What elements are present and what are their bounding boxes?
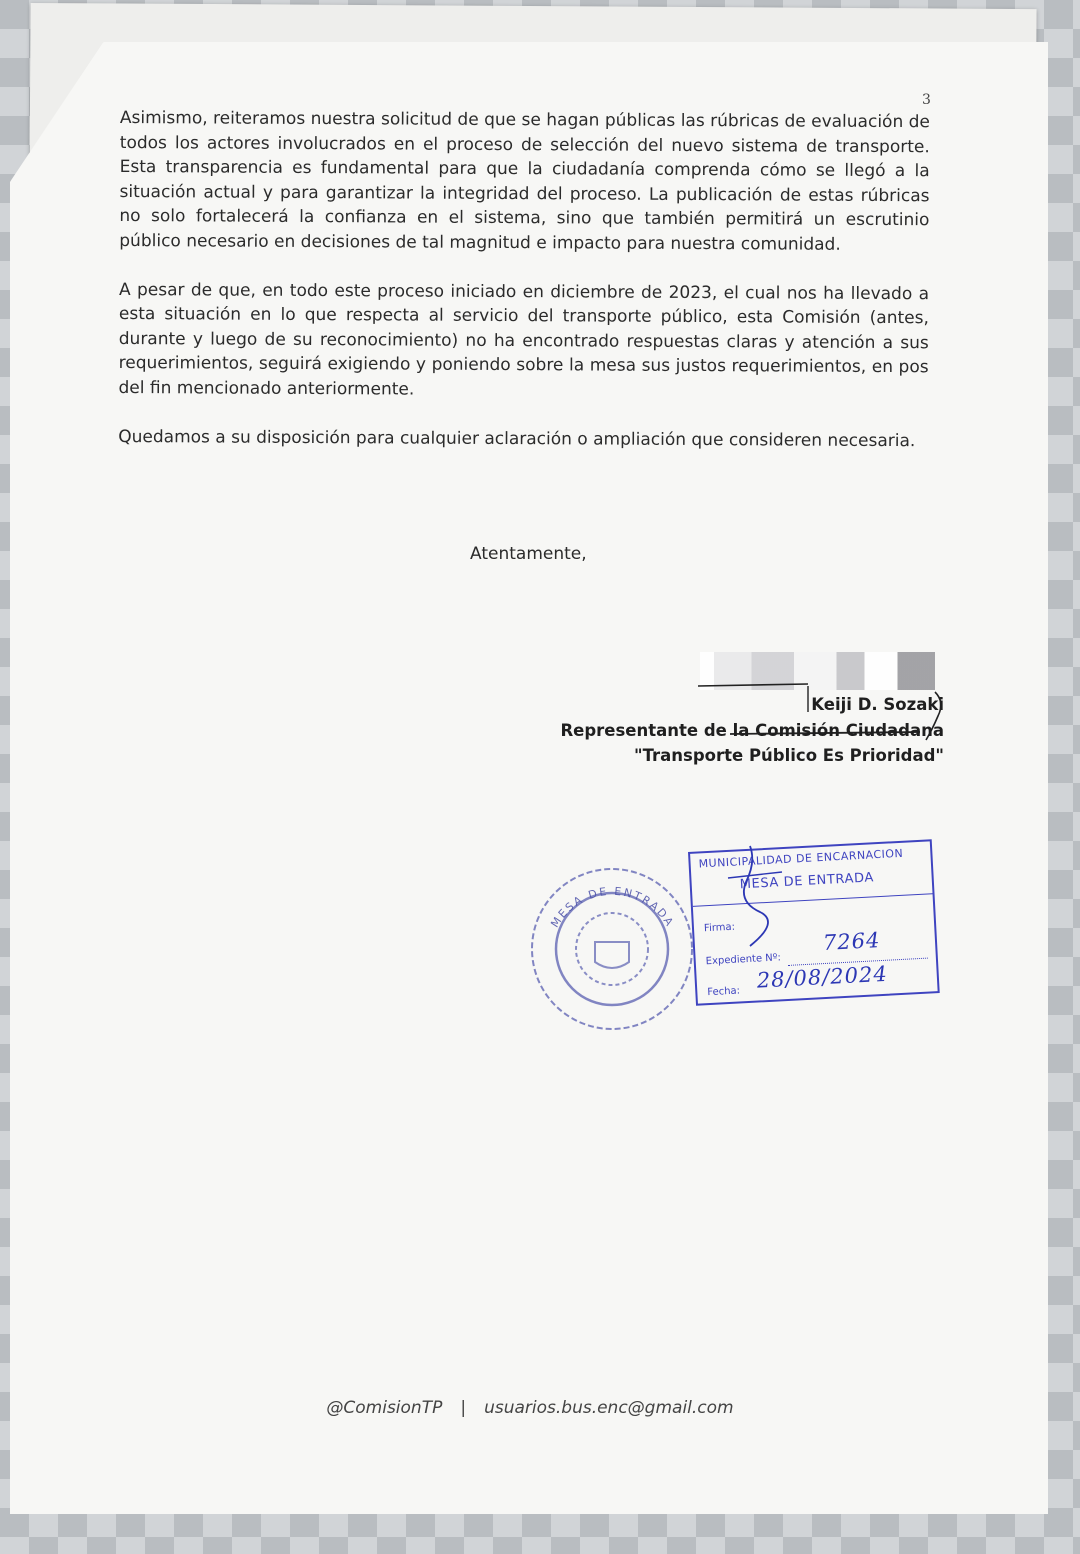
- signatory-role: Representante de la Comisión Ciudadana: [560, 720, 944, 740]
- paragraph-availability: Quedamos a su disposición para cualquier aclaración o ampliación que consideren necesaria.: [118, 426, 916, 451]
- stamp-office: MESA DE ENTRADA: [739, 870, 875, 893]
- paragraph-transparency: Asimismo, reiteramos nuestra solicitud de que se hagan públicas las rúbricas de evaluación de todos los actores involucrados en el proceso de selección del nuevo sistema de transporte. Esta transparencia es fundamental para que la ciudadanía comprenda cómo se llegó a la situación actual y para garantizar la integridad del proceso. La publicación de estas rúbricas no solo fortalecerá la confianza en el sistema, sino que también permitirá un escrutinio público necesario en decisiones de tal magnitud e impacto para nuestra comunidad.: [119, 107, 930, 255]
- footer-email: usuarios.bus.enc@gmail.com: [484, 1398, 734, 1418]
- stamp-municipality: MUNICIPALIDAD DE ENCARNACION: [698, 846, 904, 871]
- letter-body: [118, 106, 930, 477]
- letter-footer: [0, 1398, 1060, 1418]
- footer-separator: |: [460, 1398, 467, 1418]
- round-stamp-text: MESA DE ENTRADA: [548, 884, 677, 930]
- stamp-fecha-label: Fecha:: [707, 985, 741, 999]
- signatory-name: Keiji D. Sozaki: [811, 695, 944, 714]
- paragraph-process: A pesar de que, en todo este proceso iniciado en diciembre de 2023, el cual nos ha llevado a esta situación en lo que respecta al servicio del transporte público, esta Comisión (antes, durante y luego de su reconocimiento) no ha encontrado respuestas claras y atención a sus requerimientos, seguirá exigiendo y poniendo sobre la mesa sus justos requerimientos, en pos del fin mencionado anteriormente.: [118, 279, 930, 400]
- closing-salutation: Atentamente,: [470, 544, 587, 564]
- stamp-firma-label: Firma:: [703, 921, 736, 935]
- stamp-expediente-value: 7264: [822, 928, 881, 956]
- signatory-organization: "Transporte Público Es Prioridad": [633, 746, 944, 765]
- stamp-fecha-value: 28/08/2024: [756, 961, 889, 993]
- svg-text:MESA DE ENTRADA: [548, 885, 676, 930]
- footer-handle: @ComisionTP: [326, 1398, 443, 1418]
- stamp-signature-scribble: [720, 842, 790, 952]
- page-number: 3: [922, 92, 931, 108]
- signatory-block: [560, 692, 944, 769]
- stamp-expediente-label: Expediente Nº:: [705, 952, 782, 968]
- round-stamp: [525, 862, 700, 1037]
